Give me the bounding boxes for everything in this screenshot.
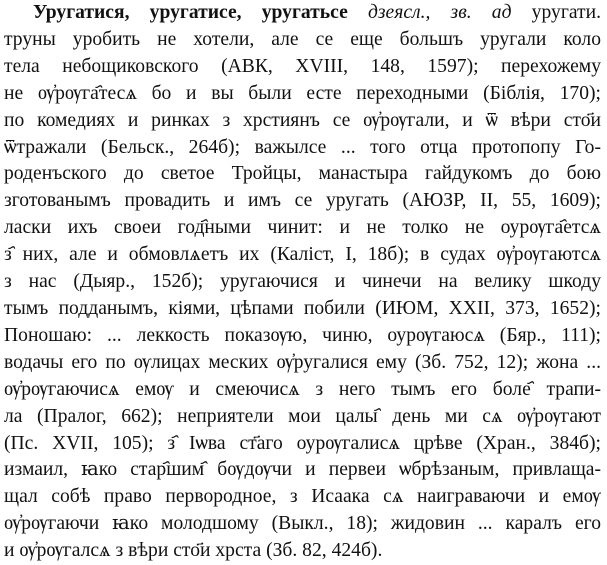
entry-line-5: по комедиях и ринках з хрстиянъ се ѹ҆рѹгали, и ѿ вѣри сто҃и <box>4 109 601 131</box>
entry-line-8: зготованымъ провадить и имъ се уругать (АЮЗР, II, 55, 1609); <box>4 190 601 212</box>
entry-line-13: Поношаю: ... леккость показѹю, чиню, оурѹгаюсѧ (Бяр., 111); <box>4 324 601 346</box>
entry-line-20: ѹ҆рѹгаючи ꙗко молодшому (Выкл., 18); жидовин ... каралъ его <box>4 513 601 535</box>
entry-line-text: уругати. <box>511 2 601 23</box>
entry-line-18: измаил, ꙗко стар҄шим҄ бѹдѹчи и первеи ѡбрѣзаным, привлаща- <box>4 459 601 481</box>
entry-line-11: з нас (Дыяр., 152б); уругаючися и чинечи на велику шкоду <box>4 271 601 293</box>
entry-grammar-label: дзеясл., зв. ад <box>367 2 512 23</box>
entry-line-12: тымъ подданымъ, кiями, цѣпами побили (ИЮМ, XXII, 373, 1652); <box>4 297 601 319</box>
entry-line-7: роденъского до светое Тройцы, манастыра гайдукомъ до бою <box>4 163 601 185</box>
entry-line-17: (Пс. XVII, 105); з҄ Іѡва ст҃аго оурѹгалисѧ црѣве (Хран., 384б); <box>4 432 601 454</box>
entry-line-1 <box>4 0 601 27</box>
entry-lemma: Уругатися, уругатисе, уругатьсе <box>33 2 348 23</box>
entry-line-19: щал собѣ право первородное, з Исаака сѧ наиграваючи и емѹ <box>4 486 601 508</box>
entry-line-14: водачы его по ѹлицах меских ѹ҆ругалися ему (Зб. 752, 12); жона ... <box>4 351 601 373</box>
entry-line-21: и ѹ҆рѹгалсѧ з вѣри сто҃и хрста (Зб. 82, 424б). <box>4 540 383 562</box>
entry-line-16: ла (Пралог, 662); неприятели мои цалы҄ день ми сѧ ѹ҆рѹгают <box>4 405 601 427</box>
entry-line-3: тела небощиковского (АВК, XVIII, 148, 1597); перехожему <box>4 55 601 77</box>
entry-line-6: ѿтражали (Бельск., 264б); важылсе ... того отца протопопу Го- <box>4 136 601 158</box>
entry-line-4: не ѹ҆рѹга҄тесѧ бо и вы были есте переходными (Бiблія, 170); <box>4 82 601 104</box>
entry-line-9: ласки ихъ своеи год҄ными чинит: и не толко не оурѹга҄етсѧ <box>4 217 601 239</box>
entry-line-10: з҄ них, але и обмовлѧетъ их (Калiст, I, 18б); в судах ѹ҆рѹгаютсѧ <box>4 244 601 266</box>
entry-line-15: ѹ҆рѹгаючисѧ емѹ и смеючисѧ з него тымъ его боле҄ трапи- <box>4 378 601 400</box>
entry-line-2: труны уробить не хотели, але се еще большъ уругали коло <box>4 28 601 50</box>
